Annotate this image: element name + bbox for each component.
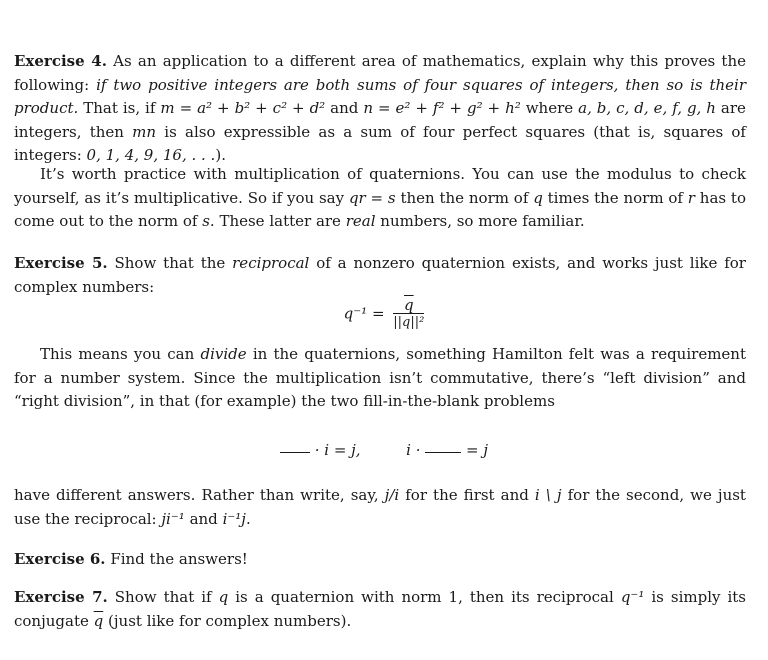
exercise-4-squares: 0, 1, 4, 9, 16, . . . [86, 146, 216, 164]
exercise-5-text-a: Show that the [114, 254, 226, 272]
answers-expr2: i⁻¹j [222, 509, 246, 528]
answers-line1-a: have different answers. Rather than write, say, [14, 486, 379, 504]
answers-line1-b: for the first and [405, 486, 529, 504]
answers-and: and [189, 509, 218, 528]
blank-eq2-tail: = j [466, 441, 489, 459]
exercise-4-mn: mn [132, 122, 157, 141]
reciprocal-denominator: ||q||² [393, 315, 425, 330]
answers-ij: i \ j [534, 486, 562, 504]
exercise-6-text: Find the answers! [110, 550, 248, 568]
practice-line2-a: as it’s multiplicative. So if you say [84, 188, 345, 207]
exercise-6 [14, 548, 746, 572]
fill-in-blank-equations [0, 441, 768, 459]
exercise-5-label: Exercise 5. [14, 254, 108, 272]
reciprocal-fraction [393, 297, 424, 332]
practice-real: real [345, 212, 376, 230]
exercise-5 [14, 252, 746, 299]
exercise-7-line1-b: is a quaternion with norm 1, then its reciprocal [235, 588, 614, 606]
practice-line1: It’s worth practice with multiplication of quaternions. You can use the modulus to check yourself, [14, 165, 746, 207]
practice-paragraph [14, 163, 746, 234]
blank-line-2 [425, 452, 461, 453]
blank-eq1-tail: · i = j, [314, 441, 361, 459]
exercise-7 [14, 586, 746, 633]
exercise-4 [14, 50, 746, 168]
exercise-4-label: Exercise 4. [14, 52, 107, 70]
divide-word: divide [200, 345, 247, 363]
divide-paragraph [14, 343, 746, 414]
answers-ji: j/i [384, 486, 400, 504]
exercise-4-line1: As an application to a different area of mathematics, explain why this proves the [113, 52, 746, 70]
blank-line-1 [280, 452, 310, 453]
practice-r: r [687, 188, 695, 207]
exercise-4-line2-prefix: following: [14, 75, 90, 94]
divide-line1-b: in the quaternions, something Hamilton felt was a requirement for [14, 345, 746, 387]
exercise-4-n-equation: n = e² + f² + g² + h² [363, 99, 521, 117]
practice-line2-d: has to come out [14, 188, 746, 230]
exercise-4-end: ). [215, 146, 226, 164]
answers-paragraph [14, 484, 746, 531]
answers-line2-a: the reciprocal: [45, 509, 157, 528]
exercise-4-line3-suffix: are integers, then [14, 99, 746, 141]
exercise-7-q: q [218, 588, 229, 606]
exercise-7-line1-c: is simply its [651, 588, 746, 606]
exercise-7-qbar: $\overline{q}$ [93, 611, 104, 630]
exercise-7-label: Exercise 7. [14, 588, 108, 606]
exercise-4-line3-prefix: That is, if [83, 99, 156, 117]
exercise-7-line2-b: (just like for complex numbers). [108, 611, 352, 630]
exercise-4-theorem: if two positive integers are both sums of four squares of integers, then so is their product. [14, 75, 746, 117]
practice-line3-c: numbers, so more familiar. [380, 212, 585, 230]
reciprocal-lhs: q⁻¹ = [343, 304, 385, 323]
practice-line2-c: times the norm of [547, 188, 683, 207]
exercise-4-line4: is also expressible as a sum of four perfect squares (that is, squares of integers: [14, 122, 746, 164]
exercise-4-m-equation: m = a² + b² + c² + d² [160, 99, 326, 117]
exercise-4-where: where [525, 99, 574, 117]
exercise-7-line1-a: Show that if [114, 588, 212, 606]
answers-end: . [245, 509, 251, 528]
blank-eq2-head: i · [406, 441, 421, 459]
exercise-6-label: Exercise 6. [14, 550, 106, 568]
divide-line3: division”, in that (for example) the two fill-in-the-blank problems [63, 392, 555, 410]
exercise-4-vars: a, b, c, d, e, f, g, h [578, 99, 716, 117]
exercise-5-text-b: of a nonzero quaternion exists, and works just like for complex [14, 254, 746, 296]
reciprocal-equation [0, 297, 768, 332]
practice-s: s [202, 212, 210, 230]
exercise-5-text-c: numbers: [82, 277, 155, 296]
answers-line1-c: for the second, we just use [14, 486, 746, 528]
practice-q: q [533, 188, 543, 207]
practice-equation: qr = s [348, 188, 396, 207]
exercise-7-qinv: q⁻¹ [620, 588, 645, 606]
divide-line2: a number system. Since the multiplication isn’t commutative, there’s “left division” and “right [14, 368, 746, 410]
reciprocal-numerator: $\overline{q}$ [393, 297, 424, 314]
practice-line2-b: then the norm of [400, 188, 529, 207]
practice-line3-b: . These latter are [209, 212, 341, 230]
exercise-7-line2-a: conjugate [14, 611, 89, 630]
answers-expr1: ji⁻¹ [161, 509, 185, 528]
exercise-4-and: and [330, 99, 359, 117]
practice-line3-a: to the norm of [88, 212, 198, 230]
divide-line1-a: This means you can [40, 345, 195, 363]
exercise-5-reciprocal: reciprocal [232, 254, 310, 272]
